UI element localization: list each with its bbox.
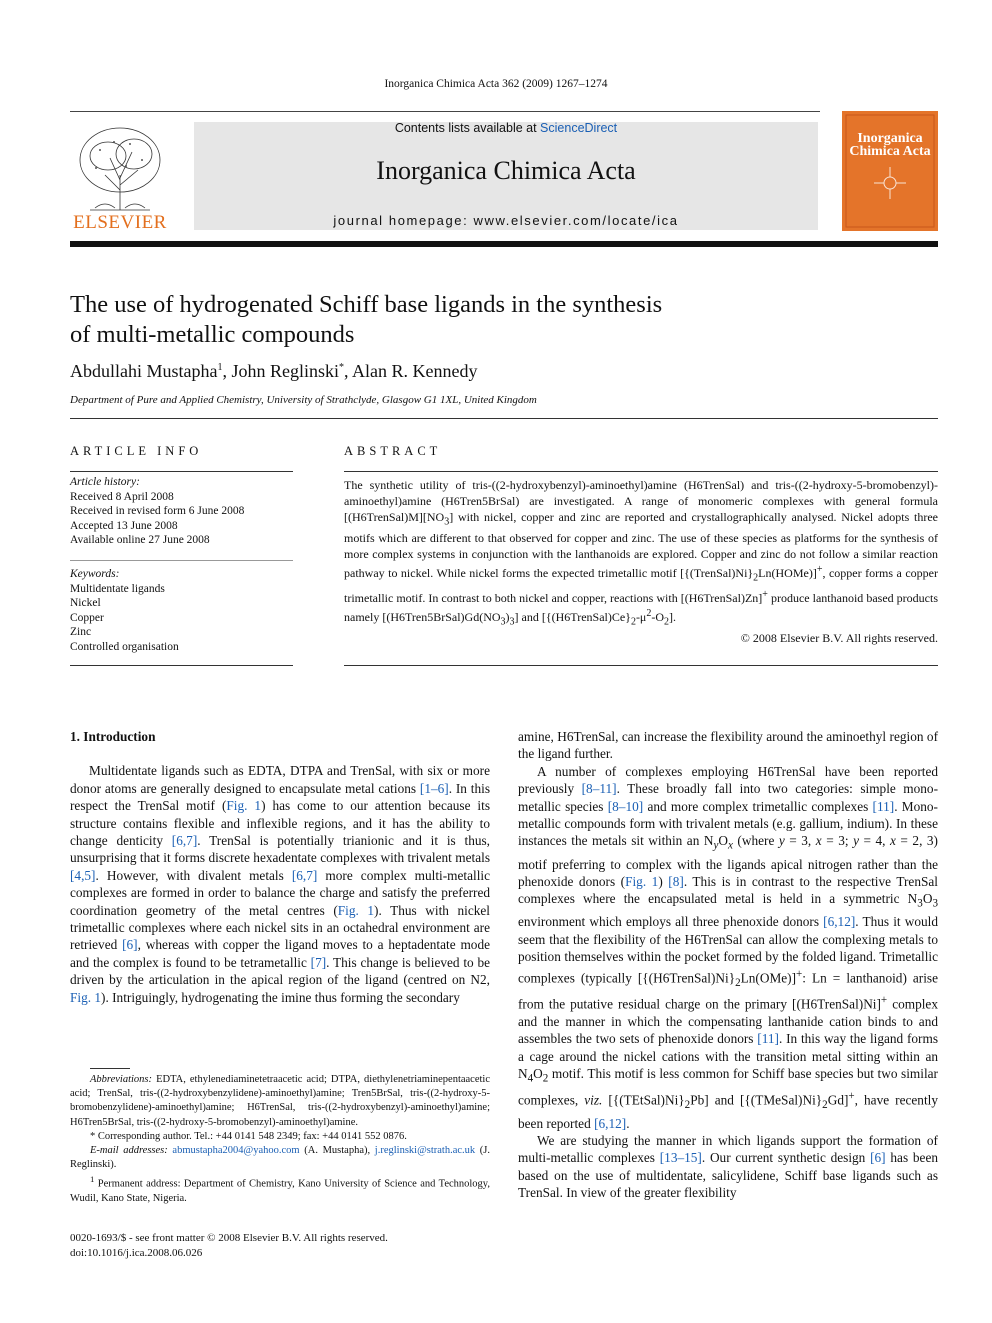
author-name: Alan R. Kennedy <box>352 361 478 381</box>
ref-link[interactable]: [11] <box>872 798 895 814</box>
keyword: Copper <box>70 611 104 624</box>
elsevier-wordmark: ELSEVIER <box>73 212 167 233</box>
ref-link[interactable]: [6] <box>122 937 138 953</box>
cover-title-line2: Chimica Acta <box>849 144 931 159</box>
email-link[interactable]: j.reglinski@strath.ac.uk <box>374 1145 476 1157</box>
fig-link[interactable]: Fig. 1 <box>70 989 102 1005</box>
paragraph: Multidentate ligands such as EDTA, DTPA and TrenSal, with six or more donor atoms are generally designed to encapsulate metal cations [1–6]. In this respect the TrenSal motif (Fig. 1) has come to our attention because its structure contains flexible and inflexible regions, and it has the ability to change denticity [6,7]. TrenSal is potentially trianionic and it is thus, unsurprising that it forms discrete hexadentate complexes with trivalent metals [4,5]. However, with divalent metals [6,7] more complex multi-metallic complexes are formed in order to balance the charge and satisfy the preferred coordination geometry of the metal centres (Fig. 1). Thus with nickel trimetallic complexes where each nickel sits in an octahedral environment are retrieved [6], whereas with copper the ligand moves to a heptadentate mode and the complex is found to be tetrametallic [7]. This change is believed to be driven by the articulation in the apical region of the ligand (centred on N2, Fig. 1). Intriguingly, hydrogenating the imine thus forming the secondary <box>70 763 490 1005</box>
ref-link[interactable]: [1–6] <box>419 780 449 796</box>
author-name: John Reglinski <box>231 361 339 381</box>
author-footnote-mark[interactable]: 1 <box>217 362 223 373</box>
title-line2: of multi-metallic compounds <box>70 321 355 348</box>
email-link[interactable]: abmustapha2004@yahoo.com <box>172 1145 300 1157</box>
footnote-corresponding: * Corresponding author. Tel.: +44 0141 548 2349; fax: +44 0141 552 0876. <box>90 1130 407 1142</box>
abstract-bottom-rule <box>344 665 938 666</box>
abstract-text: The synthetic utility of tris-((2-hydroxybenzyl)-aminoethyl)amine (H6TrenSal) and tris-((2-hydroxy-5-bromobenzyl)-aminoethyl)amine (H6Tren5BrSal) are investigated. A range of monomeric complexes with general formula $[(H6TrenSal)M][NO_3]$ with nickel, copper and zinc are reported and crystallographically analysed. Nickel adopts three motifs which are different to that observed for copper and zinc. The use of these species as platforms for the synthesis of more complex systems in conjunction with the lanthanoids are explored. Copper and zinc do not follow a similar reaction pathway to nickel. While nickel forms the expected trimetallic motif $[\{(TrenSal)Ni\}_2Ln(HOMe)]^+$, copper forms a copper trimetallic motif. In contrast to both nickel and copper, reactions with [(H6TrenSal)Zn]+ produce lanthanoid based products namely $[(H6Tren5BrSal)Gd(NO_3)_3]$ and $[\{(H6TrenSal)Ce\}_2-\mu^2-O_2]$. © 2008 Elsevier B.V. All rights reserved. <box>344 478 939 646</box>
journal-title: Inorganica Chimica Acta <box>376 156 636 185</box>
article-history <box>70 475 293 548</box>
journal-homepage[interactable]: journal homepage: www.elsevier.com/locate/ica <box>333 213 679 228</box>
cover-title-line1: Inorganica <box>857 131 923 146</box>
abstract-heading: ABSTRACT <box>344 444 442 458</box>
title-rule <box>70 418 938 419</box>
ref-link[interactable]: [8–10] <box>607 798 644 814</box>
footnotes <box>70 1073 490 1206</box>
fig-link[interactable]: Fig. 1 <box>337 902 375 918</box>
ref-link[interactable]: [11] <box>757 1031 779 1047</box>
keyword: Zinc <box>70 626 92 638</box>
journal-cover-image <box>842 111 938 231</box>
keyword: Multidentate ligands <box>70 582 165 595</box>
ref-link[interactable]: [6,7] <box>291 867 318 883</box>
corresponding-mark[interactable]: * <box>339 362 344 373</box>
abstract-rule <box>344 471 938 472</box>
footnote-rule <box>90 1068 130 1069</box>
info-rule <box>70 471 293 472</box>
cover-art-icon <box>842 111 938 231</box>
header-rule <box>70 111 820 112</box>
doi-line[interactable]: doi:10.1016/j.ica.2008.06.026 <box>70 1246 203 1259</box>
ref-link[interactable]: [6] <box>870 1150 886 1166</box>
article-identifiers <box>70 1231 388 1260</box>
title-line1: The use of hydrogenated Schiff base ligands in the synthesis <box>70 291 663 318</box>
info-bottom-rule <box>70 665 293 666</box>
paragraph: We are studying the manner in which ligands support the formation of multi-metallic complexes [13–15]. Our current synthetic design [6] has been based on the use of multidentate, salicylidene, Schiff base ligands such as TrenSal. In view of the greater flexibility <box>518 1133 938 1201</box>
issn-line: 0020-1693/$ - see front matter © 2008 Elsevier B.V. All rights reserved. <box>70 1232 388 1244</box>
ref-link[interactable]: [6,12] <box>594 1115 627 1131</box>
keywords-label: Keywords: <box>70 568 120 580</box>
history-label: Article history: <box>70 476 140 488</box>
contents-prefix: Contents lists available at <box>394 121 541 135</box>
paragraph: A number of complexes employing H6TrenSal have been reported previously [8–11]. These broadly fall into two categories: simple mono-metallic species [8–10] and more complex trimetallic complexes [11]. Mono-metallic compounds form with trivalent metals (e.g. gallium, indium). In these instances the metals sit within an $N_yO_x$ (where y = 3, x = 3; y = 4, x = 2, 3) motif preferring to complex with the ligands apical nitrogen rather than the phenoxide donors (Fig. 1) [8]. This is in contrast to the respective TrenSal complexes where the encapsulated metal is held in a symmetric $N_3O_3$ environment which employs all three phenoxide donors [6,12]. Thus it would seem that the flexibility of the H6TrenSal can allow the complexing metals to position themselves within the pocket formed by the folded ligand. Trimetallic complexes (typically $[\{(H6TrenSal)Ni\}_2Ln(OMe)]^+$: Ln = lanthanoid) arise from the putative residual charge on the primary [(H6TrenSal)Ni]+ complex and the manner in which the compensating lanthanide cation binds to and assembles the two sets of phenoxide donors [11]. In this way the ligand forms a cage around the nickel cations with the transition metal sitting within an $N_4O_2$ motif. This motif is less common for Schiff base species but two similar complexes, viz. $[\{(TEtSal)Ni\}_2Pb]$ and $[\{(TMeSal)Ni\}_2Gd]^+$, have recently been reported [6,12]. <box>518 763 939 1131</box>
sciencedirect-link[interactable]: ScienceDirect <box>540 121 618 135</box>
affiliation: Department of Pure and Applied Chemistry, University of Strathclyde, Glasgow G1 1XL, United Kingdom <box>70 394 537 406</box>
copyright-line: © 2008 Elsevier B.V. All rights reserved. <box>740 631 938 646</box>
accepted-date: Accepted 13 June 2008 <box>70 519 178 532</box>
keyword: Controlled organisation <box>70 640 179 653</box>
article-title <box>70 290 770 350</box>
fig-link[interactable]: Fig. 1 <box>625 873 659 889</box>
fig-link[interactable]: Fig. 1 <box>226 798 262 814</box>
footnote-address: $^1$ Permanent address: Department of Chemistry, Kano University of Science and Technology, Wudil, Kano State, Nigeria. <box>70 1174 490 1205</box>
keyword: Nickel <box>70 597 101 609</box>
footnote-email: E-mail addresses: abmustapha2004@yahoo.com (A. Mustapha), j.reglinski@strath.ac.uk (J. Reglinski). <box>70 1145 490 1171</box>
online-date: Available online 27 June 2008 <box>70 534 210 546</box>
ref-link[interactable]: [8] <box>668 873 684 889</box>
paragraph: amine, H6TrenSal, can increase the flexibility around the aminoethyl region of the ligand further. <box>518 729 938 762</box>
info-divider <box>70 560 293 561</box>
ref-link[interactable]: [6,12] <box>823 914 856 930</box>
author-name: Abdullahi Mustapha <box>70 361 218 381</box>
ref-link[interactable]: [13–15] <box>659 1150 702 1166</box>
footnote-abbreviations: Abbreviations: EDTA, ethylenediaminetetraacetic acid; DTPA, diethylenetriaminepentaacetic acid; TrenSal, tris-((2-hydroxybenzylidene)-aminoethyl)amine; Tren5BrSal, tris-((2-hydroxy-5-bromobenzylidene)-aminoethyl)amine; H6TrenSal, tris-((2-hydroxybenzyl)-aminoethyl)amine; H6Tren5BrSal, tris-((2-hydroxy-5-bromobenzyl)-aminoethyl)amine. <box>70 1074 490 1128</box>
section-heading: 1. Introduction <box>70 729 156 744</box>
ref-link[interactable]: [4,5] <box>70 867 96 883</box>
journal-citation: Inorganica Chimica Acta 362 (2009) 1267–1274 <box>384 78 608 90</box>
ref-link[interactable]: [7] <box>310 954 327 970</box>
author-list: Abdullahi Mustapha$^1$, John Reglinski*, Alan R. Kennedy <box>70 361 478 381</box>
ref-link[interactable]: [8–11] <box>581 781 617 797</box>
received-date: Received 8 April 2008 <box>70 490 174 503</box>
body-column-right <box>518 728 938 1202</box>
article-info-heading: ARTICLE INFO <box>70 444 203 458</box>
revised-date: Received in revised form 6 June 2008 <box>70 505 245 517</box>
header-thick-rule <box>70 241 938 247</box>
ref-link[interactable]: [6,7] <box>171 833 198 849</box>
body-column-left <box>70 728 490 1006</box>
keywords <box>70 567 293 654</box>
contents-line <box>194 121 818 135</box>
